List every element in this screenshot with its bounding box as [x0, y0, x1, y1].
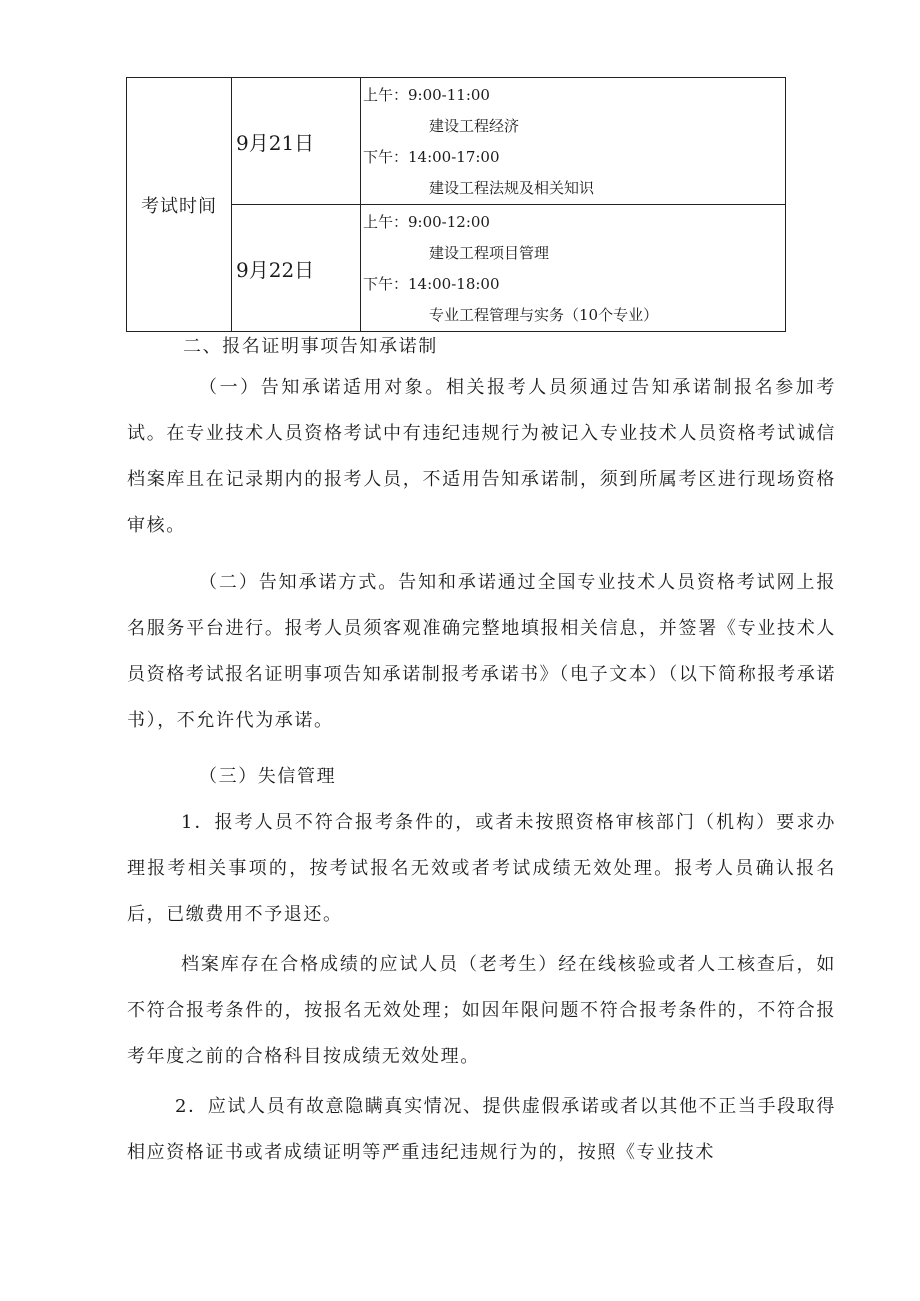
exam-time-label: 考试时间 [127, 78, 232, 332]
paragraph-method: （二）告知承诺方式。告知和承诺通过全国专业技术人员资格考试网上报名服务平台进行。报考人员须客观准确完整地填报相关信息，并签署《专业技术人员资格考试报名证明事项告知承诺制报考承诺书》（电子文本）（以下简称报考承诺书），不允许代为承诺。 [127, 572, 836, 731]
paragraph-old-candidates: 档案库存在合格成绩的应试人员（老考生）经在线核验或者人工核查后，如不符合报考条件的，按报名无效处理；如因年限问题不符合报考条件的，不符合报考年度之前的合格科目按成绩无效处理。 [127, 954, 836, 1067]
session-subject: 专业工程管理与实务（10个专业） [429, 306, 659, 324]
section-heading: 二、报名证明事项告知承诺制 [183, 336, 438, 357]
session-time: 上午：9:00-12:00 [363, 213, 490, 231]
paragraph-item-1: 1．报考人员不符合报考条件的，或者未按照资格审核部门（机构）要求办理报考相关事项的，按考试报名无效或者考试成绩无效处理。报考人员确认报名后，已缴费用不予退还。 [127, 812, 836, 925]
exam-date: 9月22日 [232, 205, 361, 332]
table-row [127, 78, 786, 205]
session-cell [361, 205, 786, 332]
paragraph-applicability: （一）告知承诺适用对象。相关报考人员须通过告知承诺制报名参加考试。在专业技术人员资格考试中有违纪违规行为被记入专业技术人员资格考试诚信档案库且在记录期内的报考人员，不适用告知承诺制，须到所属考区进行现场资格审核。 [127, 377, 836, 536]
session-time: 下午：14:00-18:00 [363, 275, 500, 293]
session-time: 上午：9:00-11:00 [363, 86, 490, 104]
exam-schedule-table [126, 77, 786, 332]
session-cell [361, 78, 786, 205]
paragraph-item-2: 2．应试人员有故意隐瞒真实情况、提供虚假承诺或者以其他不正当手段取得相应资格证书或者成绩证明等严重违纪违规行为的，按照《专业技术 [127, 1096, 836, 1163]
exam-date: 9月21日 [232, 78, 361, 205]
session-time: 下午：14:00-17:00 [363, 148, 500, 166]
session-subject: 建设工程经济 [429, 117, 520, 135]
subsection-heading: （三）失信管理 [199, 766, 337, 787]
session-subject: 建设工程法规及相关知识 [429, 179, 595, 197]
session-subject: 建设工程项目管理 [429, 244, 550, 262]
